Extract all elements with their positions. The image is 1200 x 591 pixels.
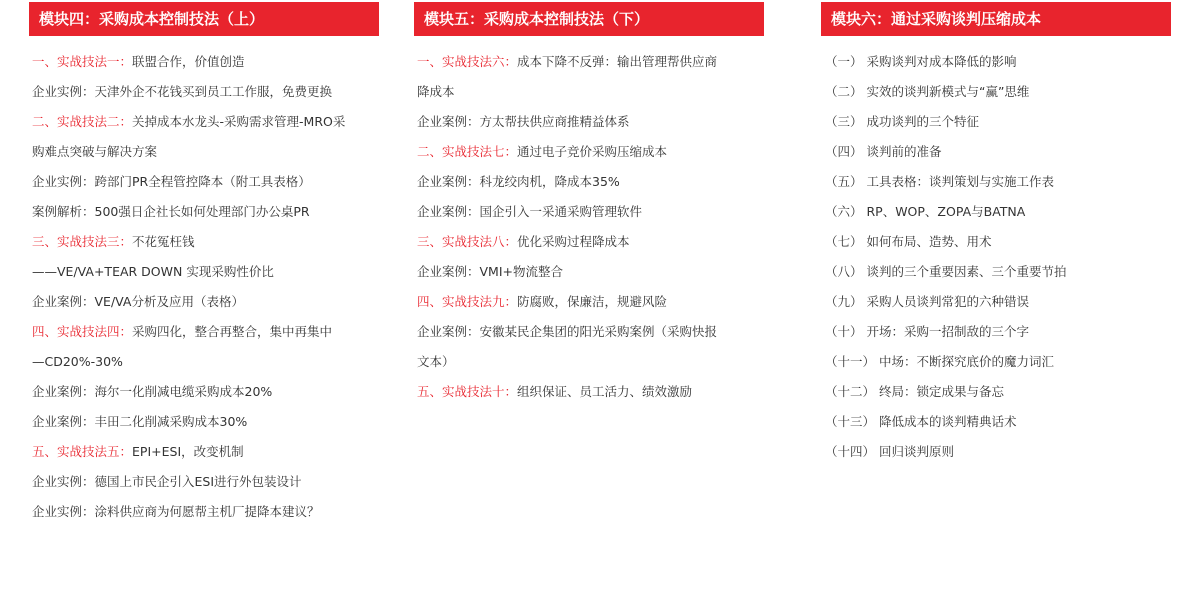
technique-label: 三、实战技法三： [32, 234, 133, 249]
technique-label: 二、实战技法七： [417, 144, 518, 159]
line-text: 企业案例：方太帮扶供应商推精益体系 [417, 114, 630, 129]
outline-line [821, 137, 1171, 167]
outline-line [29, 287, 379, 317]
line-text: 企业案例：VE/VA分析及应用（表格） [32, 294, 244, 309]
outline-line [821, 437, 1171, 467]
line-text: ——VE/VA+TEAR DOWN 实现采购性价比 [32, 264, 274, 279]
outline-line [29, 167, 379, 197]
line-text: 采购四化，整合再整合，集中再集中 [132, 324, 333, 339]
outline-line [414, 167, 764, 197]
module-six-lines [821, 47, 1171, 467]
technique-label: 五、实战技法十： [417, 384, 518, 399]
line-text: （七） 如何布局、造势、用术 [825, 234, 992, 249]
line-text: （十三） 降低成本的谈判精典话术 [825, 414, 1017, 429]
technique-label: 一、实战技法六： [417, 54, 518, 69]
outline-line [29, 467, 379, 497]
line-text: （九） 采购人员谈判常犯的六种错误 [825, 294, 1029, 309]
line-text: 企业案例：丰田二化削减采购成本30% [32, 414, 248, 429]
line-text: 企业实例：天津外企不花钱买到员工工作服，免费更换 [32, 84, 333, 99]
technique-label: 四、实战技法九： [417, 294, 518, 309]
outline-line [29, 377, 379, 407]
outline-line [29, 227, 379, 257]
line-text: 企业案例：安徽某民企集团的阳光采购案例（采购快报 [417, 324, 718, 339]
line-text: 优化采购过程降成本 [517, 234, 630, 249]
line-text: （十） 开场：采购一招制敌的三个字 [825, 324, 1029, 339]
outline-line [414, 77, 764, 107]
line-text: EPI+ESI，改变机制 [132, 444, 244, 459]
outline-line [414, 107, 764, 137]
outline-line [29, 47, 379, 77]
line-text: 文本） [417, 354, 455, 369]
outline-line [414, 317, 764, 347]
line-text: （五） 工具表格：谈判策划与实施工作表 [825, 174, 1054, 189]
module-five-header: 模块五：采购成本控制技法（下） [414, 2, 764, 36]
technique-label: 五、实战技法五： [32, 444, 133, 459]
line-text: （一） 采购谈判对成本降低的影响 [825, 54, 1017, 69]
module-five-column [414, 2, 764, 407]
line-text: （十一） 中场：不断探究底价的魔力词汇 [825, 354, 1054, 369]
outline-line [821, 77, 1171, 107]
line-text: 不花冤枉钱 [132, 234, 195, 249]
outline-line [414, 377, 764, 407]
outline-line [29, 437, 379, 467]
technique-label: 四、实战技法四： [32, 324, 133, 339]
technique-label: 二、实战技法二： [32, 114, 133, 129]
outline-line [821, 107, 1171, 137]
outline-line [821, 167, 1171, 197]
line-text: 企业案例：科龙绞肉机，降成本35% [417, 174, 620, 189]
line-text: 购难点突破与解决方案 [32, 144, 158, 159]
line-text: （三） 成功谈判的三个特征 [825, 114, 979, 129]
line-text: 企业实例：跨部门PR全程管控降本（附工具表格） [32, 174, 311, 189]
outline-line [821, 347, 1171, 377]
module-four-header: 模块四：采购成本控制技法（上） [29, 2, 379, 36]
line-text: 企业实例：涂料供应商为何愿帮主机厂提降本建议？ [32, 504, 320, 519]
line-text: 案例解析：500强日企社长如何处理部门办公桌PR [32, 204, 310, 219]
line-text: （二） 实效的谈判新模式与“赢”思维 [825, 84, 1030, 99]
outline-line [821, 317, 1171, 347]
outline-line [821, 287, 1171, 317]
line-text: （四） 谈判前的准备 [825, 144, 942, 159]
outline-line [821, 47, 1171, 77]
line-text: （十二） 终局：锁定成果与备忘 [825, 384, 1004, 399]
outline-line [29, 137, 379, 167]
line-text: 关掉成本水龙头-采购需求管理-MRO采 [132, 114, 346, 129]
outline-line [29, 257, 379, 287]
technique-label: 三、实战技法八： [417, 234, 518, 249]
line-text: 企业案例：国企引入一采通采购管理软件 [417, 204, 643, 219]
outline-line [821, 257, 1171, 287]
outline-line [29, 77, 379, 107]
line-text: —CD20%-30% [32, 354, 123, 369]
module-six-header: 模块六：通过采购谈判压缩成本 [821, 2, 1171, 36]
outline-line [29, 407, 379, 437]
outline-line [29, 197, 379, 227]
outline-line [414, 227, 764, 257]
line-text: 企业实例：德国上市民企引入ESI进行外包装设计 [32, 474, 302, 489]
line-text: 成本下降不反弹：输出管理帮供应商 [517, 54, 718, 69]
technique-label: 一、实战技法一： [32, 54, 133, 69]
outline-line [29, 347, 379, 377]
module-six-column [821, 2, 1171, 467]
outline-line [414, 287, 764, 317]
module-four-lines [29, 47, 379, 527]
line-text: 企业案例：VMI+物流整合 [417, 264, 563, 279]
line-text: 通过电子竞价采购压缩成本 [517, 144, 668, 159]
module-four-column [29, 2, 379, 527]
outline-line [414, 197, 764, 227]
line-text: 企业案例：海尔一化削减电缆采购成本20% [32, 384, 273, 399]
line-text: 组织保证、员工活力、绩效激励 [517, 384, 693, 399]
module-five-lines [414, 47, 764, 407]
outline-line [414, 257, 764, 287]
outline-line [29, 107, 379, 137]
outline-line [821, 407, 1171, 437]
outline-line [414, 347, 764, 377]
outline-line [821, 377, 1171, 407]
outline-line [29, 317, 379, 347]
line-text: 降成本 [417, 84, 455, 99]
line-text: 联盟合作，价值创造 [132, 54, 245, 69]
line-text: （八） 谈判的三个重要因素、三个重要节拍 [825, 264, 1067, 279]
line-text: （十四） 回归谈判原则 [825, 444, 954, 459]
outline-line [821, 197, 1171, 227]
outline-line [29, 497, 379, 527]
outline-line [821, 227, 1171, 257]
outline-line [414, 47, 764, 77]
line-text: （六） RP、WOP、ZOPA与BATNA [825, 204, 1026, 219]
outline-line [414, 137, 764, 167]
line-text: 防腐败，保廉洁，规避风险 [517, 294, 668, 309]
